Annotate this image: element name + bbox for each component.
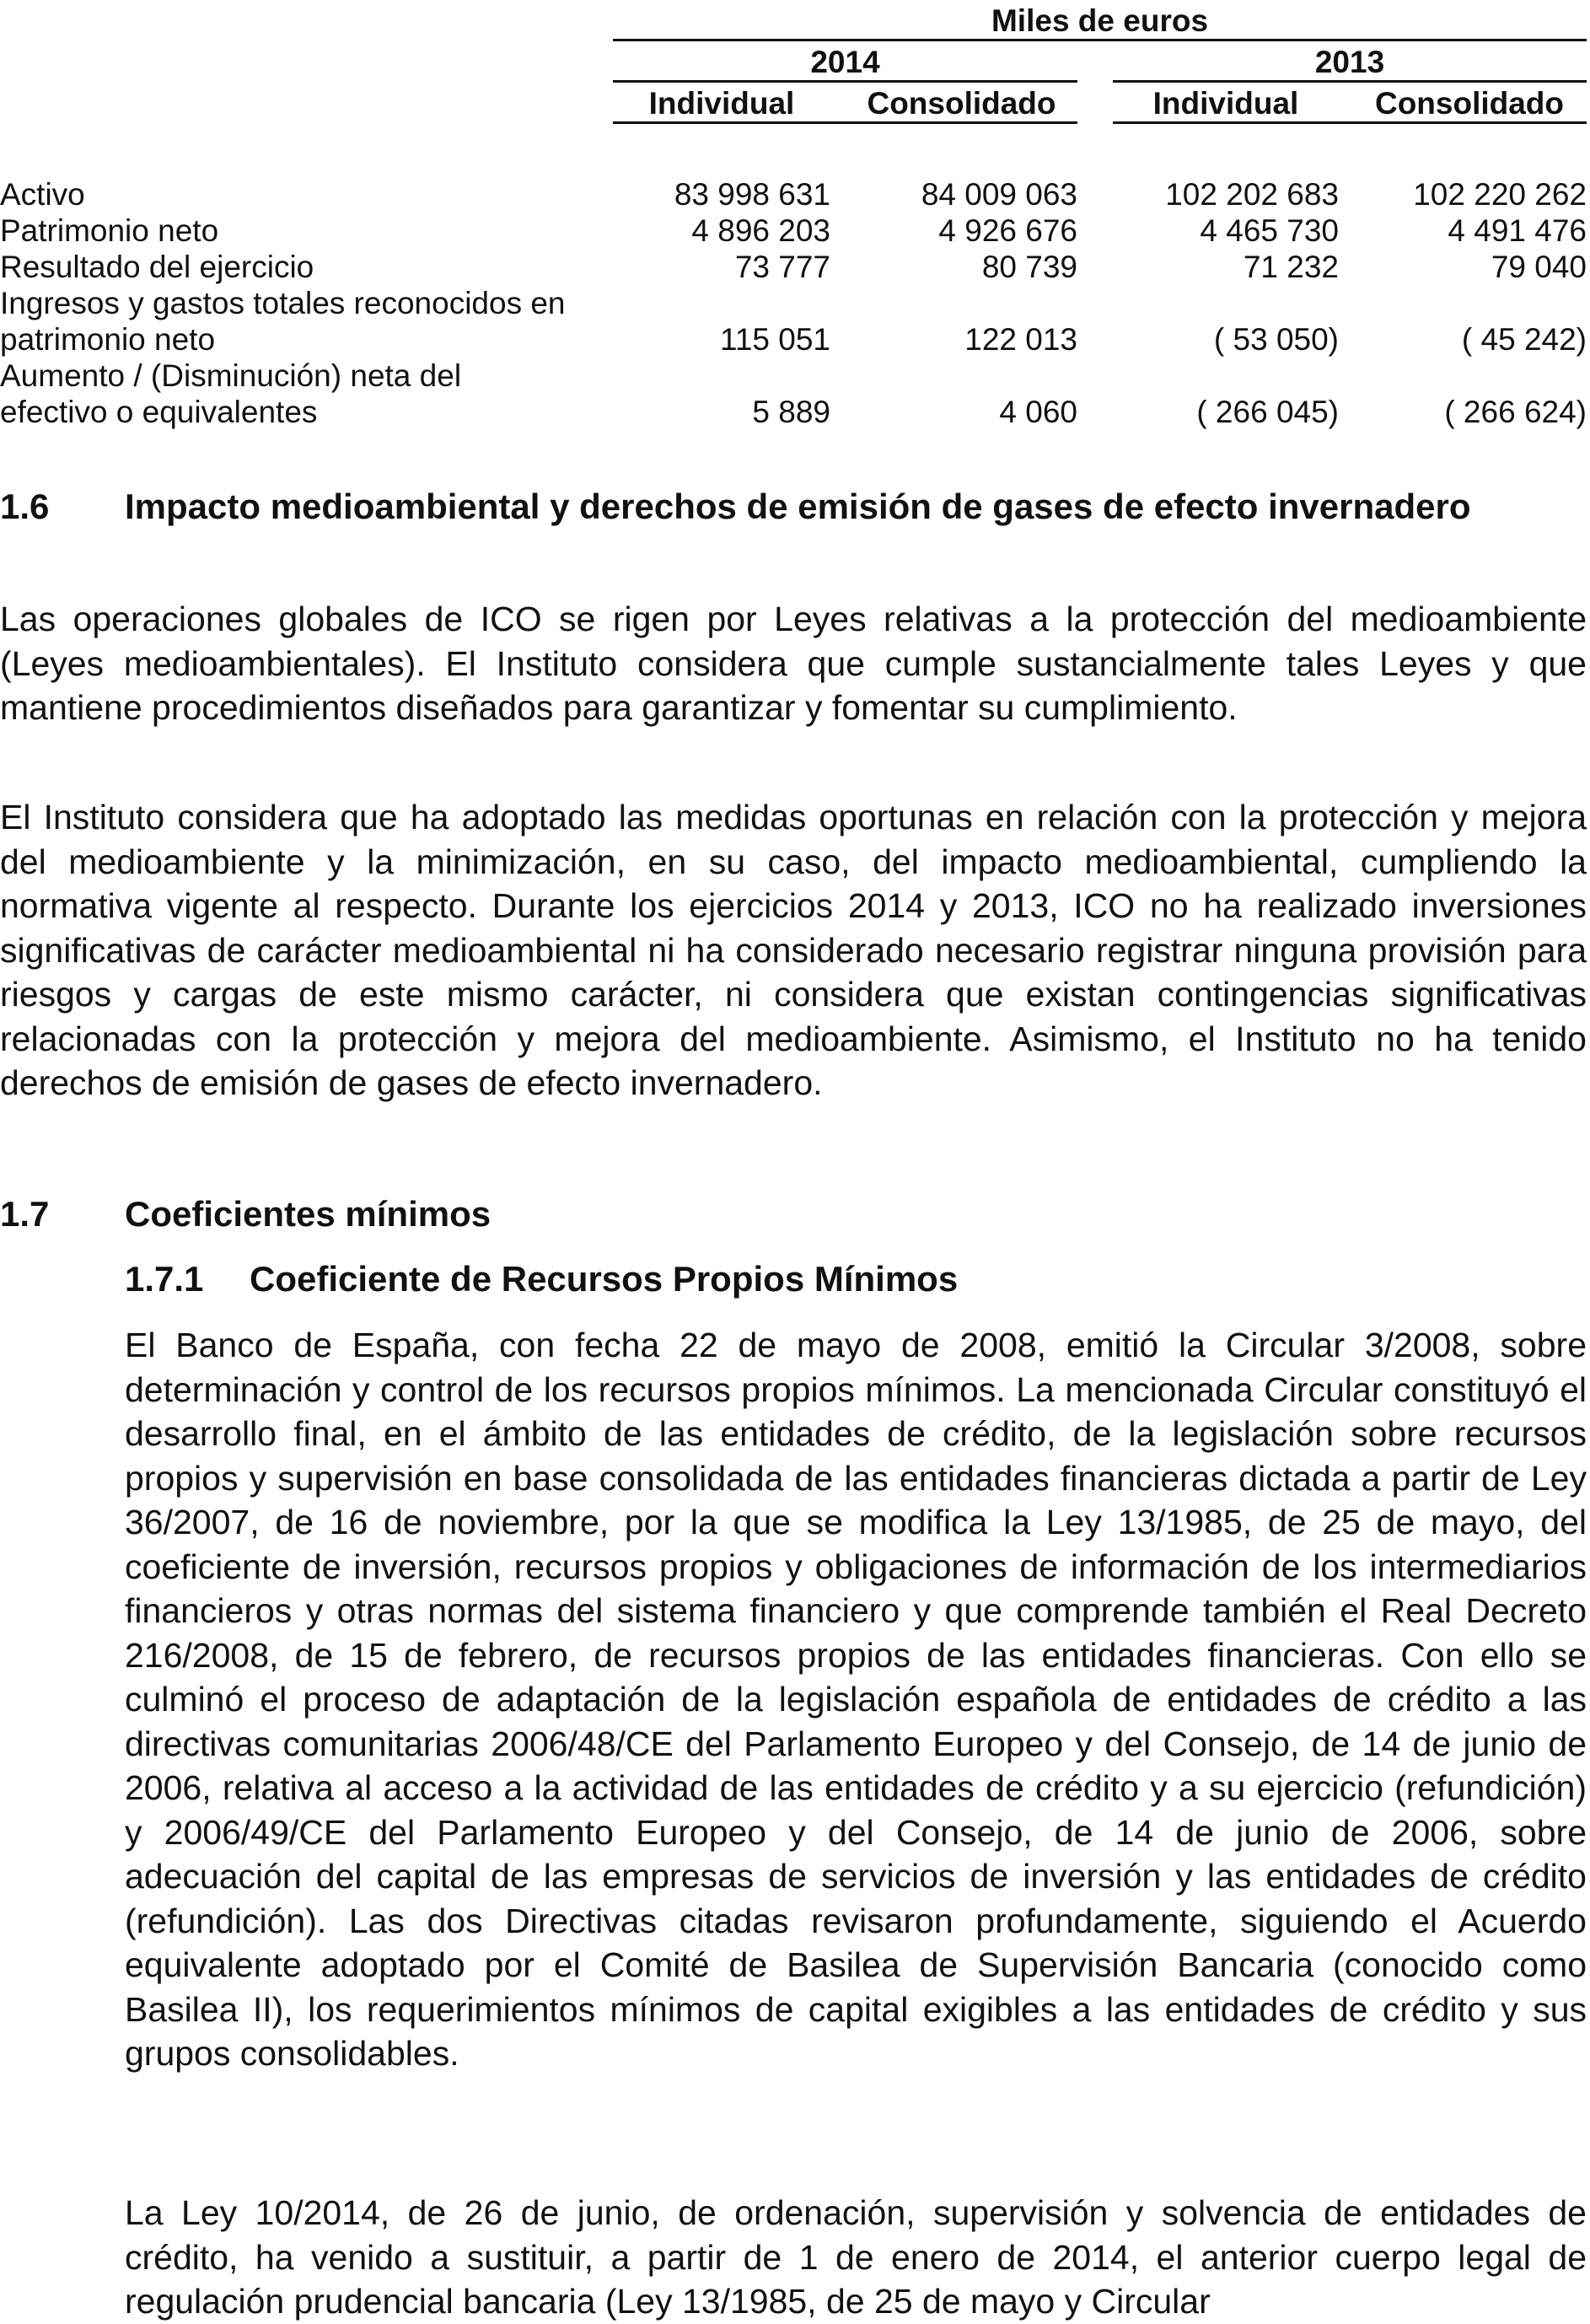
table-cell: 4 465 730 bbox=[1200, 213, 1339, 248]
table-cell: 80 739 bbox=[981, 250, 1077, 284]
subheader-individual-2013: Individual bbox=[1113, 82, 1339, 123]
subheader-consolidado-2014: Consolidado bbox=[846, 82, 1077, 123]
section-title: Coeficientes mínimos bbox=[125, 1194, 492, 1234]
year-header-row bbox=[0, 40, 1587, 82]
paragraph: El Banco de España, con fecha 22 de mayo de 2008, emitió la Circular 3/2008, sobre determinación y control de los recursos propios mínimos. La mencionada Circular constituyó el desarrollo final, en el ámbito de las entidades de crédito, de la legislación sobre recursos propios y supervisión en base consolidada de las entidades financieras dictada a partir de Ley 36/2007, de 16 de noviembre, por la que se modifica la Ley 13/1985, de 25 de mayo, del coeficiente de inversión, recursos propios y obligaciones de información de los intermediarios financieros y otras normas del sistema financiero y que comprende también el Real Decreto 216/2008, de 15 de febrero, de recursos propios de las entidades financieras. Con ello se culminó el proceso de adaptación de la legislación española de entidades de crédito a las directivas comunitarias 2006/48/CE del Parlamento Europeo y del Consejo, de 14 de junio de 2006, relativa al acceso a la actividad de las entidades de crédito y a su ejercicio (refundición) y 2006/49/CE del Parlamento Europeo y del Consejo, de 14 de junio de 2006, sobre adecuación del capital de las empresas de servicios de inversión y las entidades de crédito (refundición). Las dos Directivas citadas revisaron profundamente, siguiendo el Acuerdo equivalente adoptado por el Comité de Basilea de Supervisión Bancaria (conocido como Basilea II), los requerimientos mínimos de capital exigibles a las entidades de crédito y sus grupos consolidables. bbox=[125, 1326, 1587, 2073]
units-header: Miles de euros bbox=[613, 0, 1587, 40]
table-row bbox=[0, 176, 1587, 212]
subsection-number: 1.7.1 bbox=[125, 1259, 204, 1299]
table-row bbox=[0, 249, 1587, 285]
subsection-title: Coeficiente de Recursos Propios Mínimos bbox=[250, 1259, 959, 1299]
row-label: Aumento / (Disminución) neta del efectivo o equivalentes bbox=[0, 358, 462, 429]
row-label: Patrimonio neto bbox=[0, 213, 219, 248]
paragraph: El Instituto considera que ha adoptado las medidas oportunas en relación con la protección y mejora del medioambiente y la minimización, en su caso, del impacto medioambiental, cumpliendo la normativa vigente al respecto. Durante los ejercicios 2014 y 2013, ICO no ha realizado inversiones significativas de carácter medioambiental ni ha considerado necesario registrar ninguna provisión para riesgos y cargas de este mismo carácter, ni considera que existan contingencias significativas relacionadas con la protección y mejora del medioambiente. Asimismo, el Instituto no ha tenido derechos de emisión de gases de efecto invernadero. bbox=[0, 798, 1587, 1102]
subheader-consolidado-2013: Consolidado bbox=[1352, 82, 1587, 123]
table-cell: 5 889 bbox=[752, 395, 830, 429]
table-cell: 115 051 bbox=[720, 322, 830, 357]
section-title: Impacto medioambiental y derechos de emisión de gases de efecto invernadero bbox=[125, 487, 1471, 526]
paragraph: Las operaciones globales de ICO se rigen por Leyes relativas a la protección del medioambiente (Leyes medioambientales). El Instituto considera que cumple sustancialmente tales Leyes y que mantiene procedimientos diseñados para garantizar y fomentar su cumplimiento. bbox=[0, 600, 1587, 727]
table-cell: 102 220 262 bbox=[1413, 177, 1587, 212]
table-row bbox=[0, 285, 1587, 358]
table-cell: 122 013 bbox=[964, 322, 1077, 357]
table-cell: ( 266 624) bbox=[1444, 395, 1587, 429]
subheader-individual-2014: Individual bbox=[613, 82, 830, 123]
table-cell: 73 777 bbox=[734, 250, 830, 284]
table-cell: 4 491 476 bbox=[1448, 213, 1587, 248]
table-cell: 4 060 bbox=[999, 395, 1077, 429]
table-cell: 79 040 bbox=[1491, 250, 1587, 284]
year-header-2014: 2014 bbox=[613, 40, 1077, 82]
table-cell: 4 896 203 bbox=[691, 213, 830, 248]
table-cell: 102 202 683 bbox=[1165, 177, 1339, 212]
row-label: Activo bbox=[0, 177, 85, 212]
table-cell: ( 45 242) bbox=[1461, 322, 1587, 357]
table-cell: ( 53 050) bbox=[1213, 322, 1339, 357]
table-row bbox=[0, 358, 1587, 430]
year-header-2013: 2013 bbox=[1113, 40, 1587, 82]
row-label: Resultado del ejercicio bbox=[0, 250, 314, 284]
units-header-row bbox=[0, 0, 1587, 40]
table-row bbox=[0, 212, 1587, 249]
table-cell: 84 009 063 bbox=[921, 177, 1077, 212]
subheader-row bbox=[0, 82, 1587, 123]
financial-summary-table bbox=[0, 0, 1587, 430]
section-heading-1-7 bbox=[0, 1192, 491, 1236]
row-label: Ingresos y gastos totales reconocidos en patrimonio neto bbox=[0, 286, 566, 357]
section-number: 1.6 bbox=[0, 487, 50, 526]
table-cell: 71 232 bbox=[1243, 250, 1339, 284]
section-number: 1.7 bbox=[0, 1194, 50, 1234]
table-cell: 4 926 676 bbox=[938, 213, 1077, 248]
subsection-heading-1-7-1 bbox=[125, 1257, 958, 1301]
paragraph: La Ley 10/2014, de 26 de junio, de ordenación, supervisión y solvencia de entidades de crédito, ha venido a sustituir, a partir de 1 de enero de 2014, el anterior cuerpo legal de regulación prudencial bancaria (Ley 13/1985, de 25 de mayo y Circular bbox=[125, 2193, 1587, 2321]
section-heading-1-6 bbox=[0, 485, 1587, 529]
table-cell: ( 266 045) bbox=[1196, 395, 1339, 429]
table-cell: 83 998 631 bbox=[674, 177, 830, 212]
